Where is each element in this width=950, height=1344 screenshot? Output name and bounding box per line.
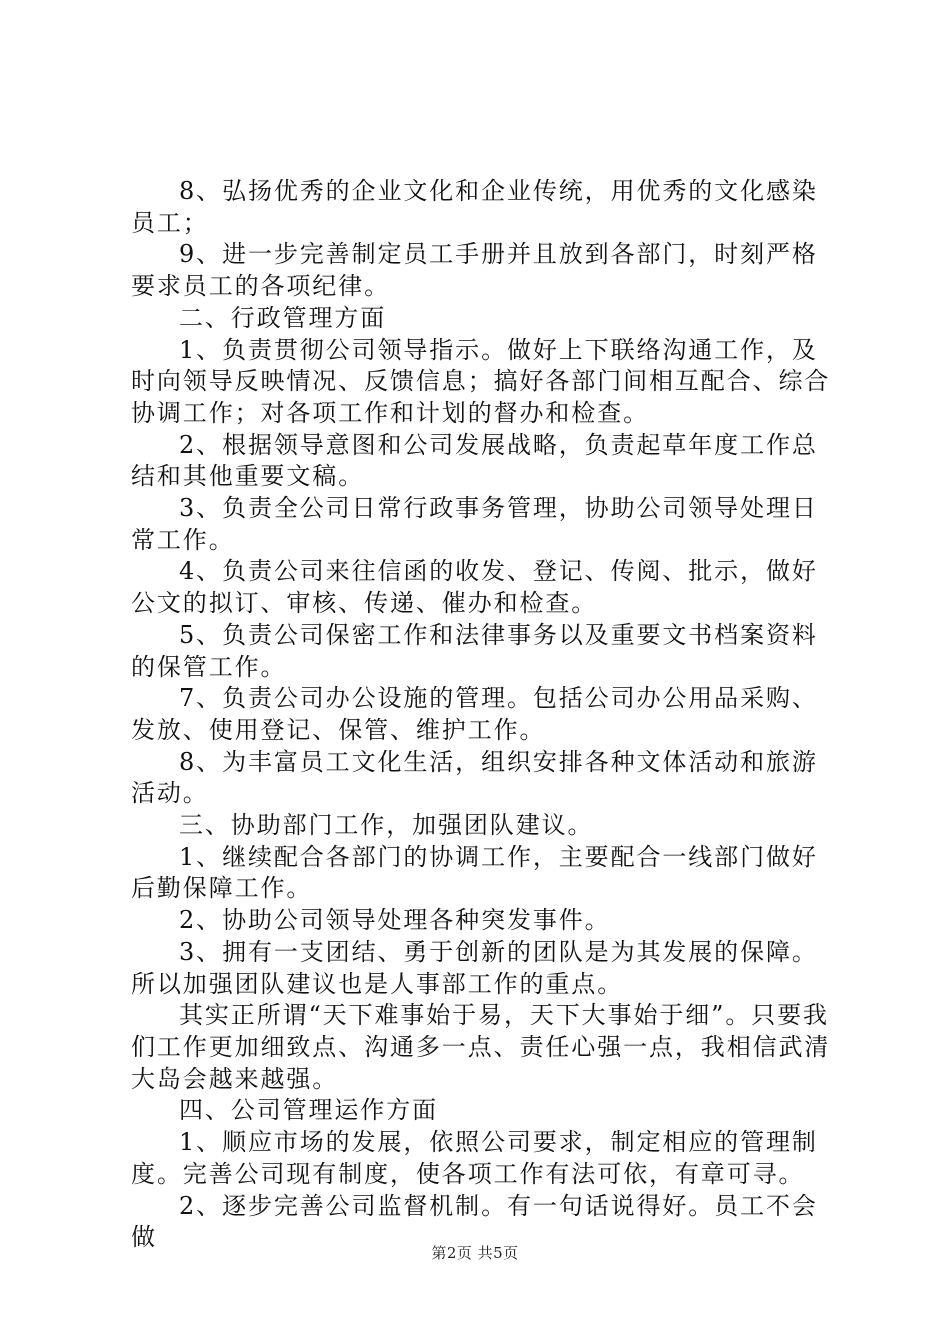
paragraph: 1、负责贯彻公司领导指示。做好上下联络沟通工作，及时向领导反映情况、反馈信息；搞好各部门间相互配合、综合协调工作；对各项工作和计划的督办和检查。 — [131, 335, 831, 427]
paragraph: 3、负责全公司日常行政事务管理，协助公司领导处理日常工作。 — [131, 494, 818, 554]
paragraph: 其实正所谓“天下难事始于易，天下大事始于细”。只要我们工作更加细致点、沟通多一点、责任心强一点，我相信武清大岛会越来越强。 — [131, 1001, 831, 1093]
paragraph: 1、继续配合各部门的协调工作，主要配合一线部门做好后勤保障工作。 — [131, 842, 818, 903]
paragraph: 5、负责公司保密工作和法律事务以及重要文书档案资料的保管工作。 — [131, 620, 818, 681]
paragraph: 2、逐步完善公司监督机制。有一句话说得好。员工不会做 — [131, 1191, 818, 1252]
section-heading: 四、公司管理运作方面 — [179, 1096, 438, 1125]
paragraph: 7、负责公司办公设施的管理。包括公司办公用品采购、发放、使用登记、保管、维护工作。 — [131, 684, 818, 744]
section-heading: 二、行政管理方面 — [179, 303, 387, 332]
paragraph: 9、进一步完善制定员工手册并且放到各部门，时刻严格要求员工的各项纪律。 — [131, 240, 818, 301]
paragraph: 8、弘扬优秀的企业文化和企业传统，用优秀的文化感染员工； — [131, 177, 818, 237]
section-heading: 三、协助部门工作，加强团队建议。 — [179, 811, 594, 840]
paragraph: 2、根据领导意图和公司发展战略，负责起草年度工作总结和其他重要文稿。 — [131, 430, 818, 491]
paragraph: 2、协助公司领导处理各种突发事件。 — [179, 906, 611, 935]
document-body — [131, 176, 831, 1254]
paragraph: 1、顺应市场的发展，依照公司要求，制定相应的管理制度。完善公司现有制度，使各项工作有法可依，有章可寻。 — [131, 1128, 818, 1188]
paragraph: 4、负责公司来往信函的收发、登记、传阅、批示，做好公文的拟订、审核、传递、催办和检查。 — [131, 557, 818, 618]
page-footer: 第2页 共5页 — [431, 1244, 519, 1262]
paragraph: 8、为丰富员工文化生活，组织安排各种文体活动和旅游活动。 — [131, 747, 818, 808]
paragraph: 3、拥有一支团结、勇于创新的团队是为其发展的保障。所以加强团队建议也是人事部工作的重点。 — [131, 937, 818, 998]
